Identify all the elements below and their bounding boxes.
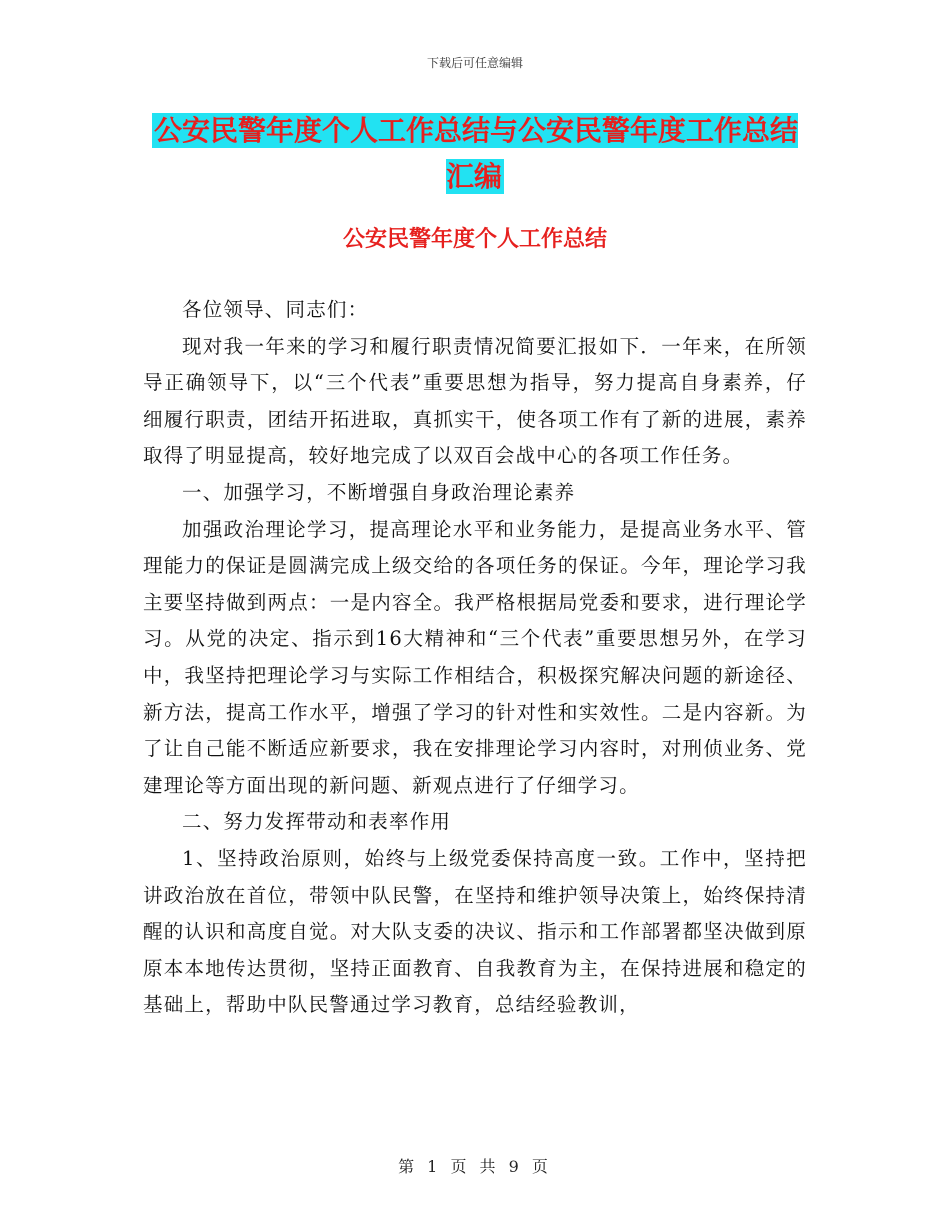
paragraph: 一、加强学习，不断增强自身政治理论素养	[182, 480, 576, 504]
paragraph: 1、坚持政治原则，始终与上级党委保持高度一致。工作中，坚持把讲政治放在首位，带领中队民警，在坚持和维护领导决策上，始终保持清醒的认识和高度自觉。对大队支委的决议、指示和工作部署都坚决做到原原本本地传达贯彻，坚持正面教育、自我教育为主，在保持进展和稳定的基础上，帮助中队民警通过学习教育，总结经验教训，	[143, 846, 807, 1017]
document-title-text: 公安民警年度个人工作总结与公安民警年度工作总结汇编	[153, 114, 798, 193]
page-header-note: 下载后可任意编辑	[426, 56, 523, 70]
paragraph: 加强政治理论学习，提高理论水平和业务能力，是提高业务水平、管理能力的保证是圆满完成上级交给的各项任务的保证。今年，理论学习我主要坚持做到两点：一是内容全。我严格根据局党委和要求，进行理论学习。从党的决定、指示到16大精神和“三个代表”重要思想另外，在学习中，我坚持把理论学习与实际工作相结合，积极探究解决问题的新途径、新方法，提高工作水平，增强了学习的针对性和实效性。二是内容新。为了让自己能不断适应新要求，我在安排理论学习内容时，对刑侦业务、党建理论等方面出现的新问题、新观点进行了仔细学习。	[143, 517, 807, 797]
document-title	[145, 108, 805, 200]
document-body	[143, 292, 807, 1024]
paragraph: 各位领导、同志们：	[182, 298, 369, 321]
page-number: 第 1 页 共 9 页	[398, 1157, 552, 1176]
paragraph: 现对我一年来的学习和履行职责情况简要汇报如下．一年来，在所领导正确领导下，以“三个代表”重要思想为指导，努力提高自身素养，仔细履行职责，团结开拓进取，真抓实干，使各项工作有了新的进展，素养取得了明显提高，较好地完成了以双百会战中心的各项工作任务。	[143, 334, 807, 468]
paragraph: 二、努力发挥带动和表率作用	[182, 810, 452, 834]
section-title: 公安民警年度个人工作总结	[342, 227, 607, 252]
